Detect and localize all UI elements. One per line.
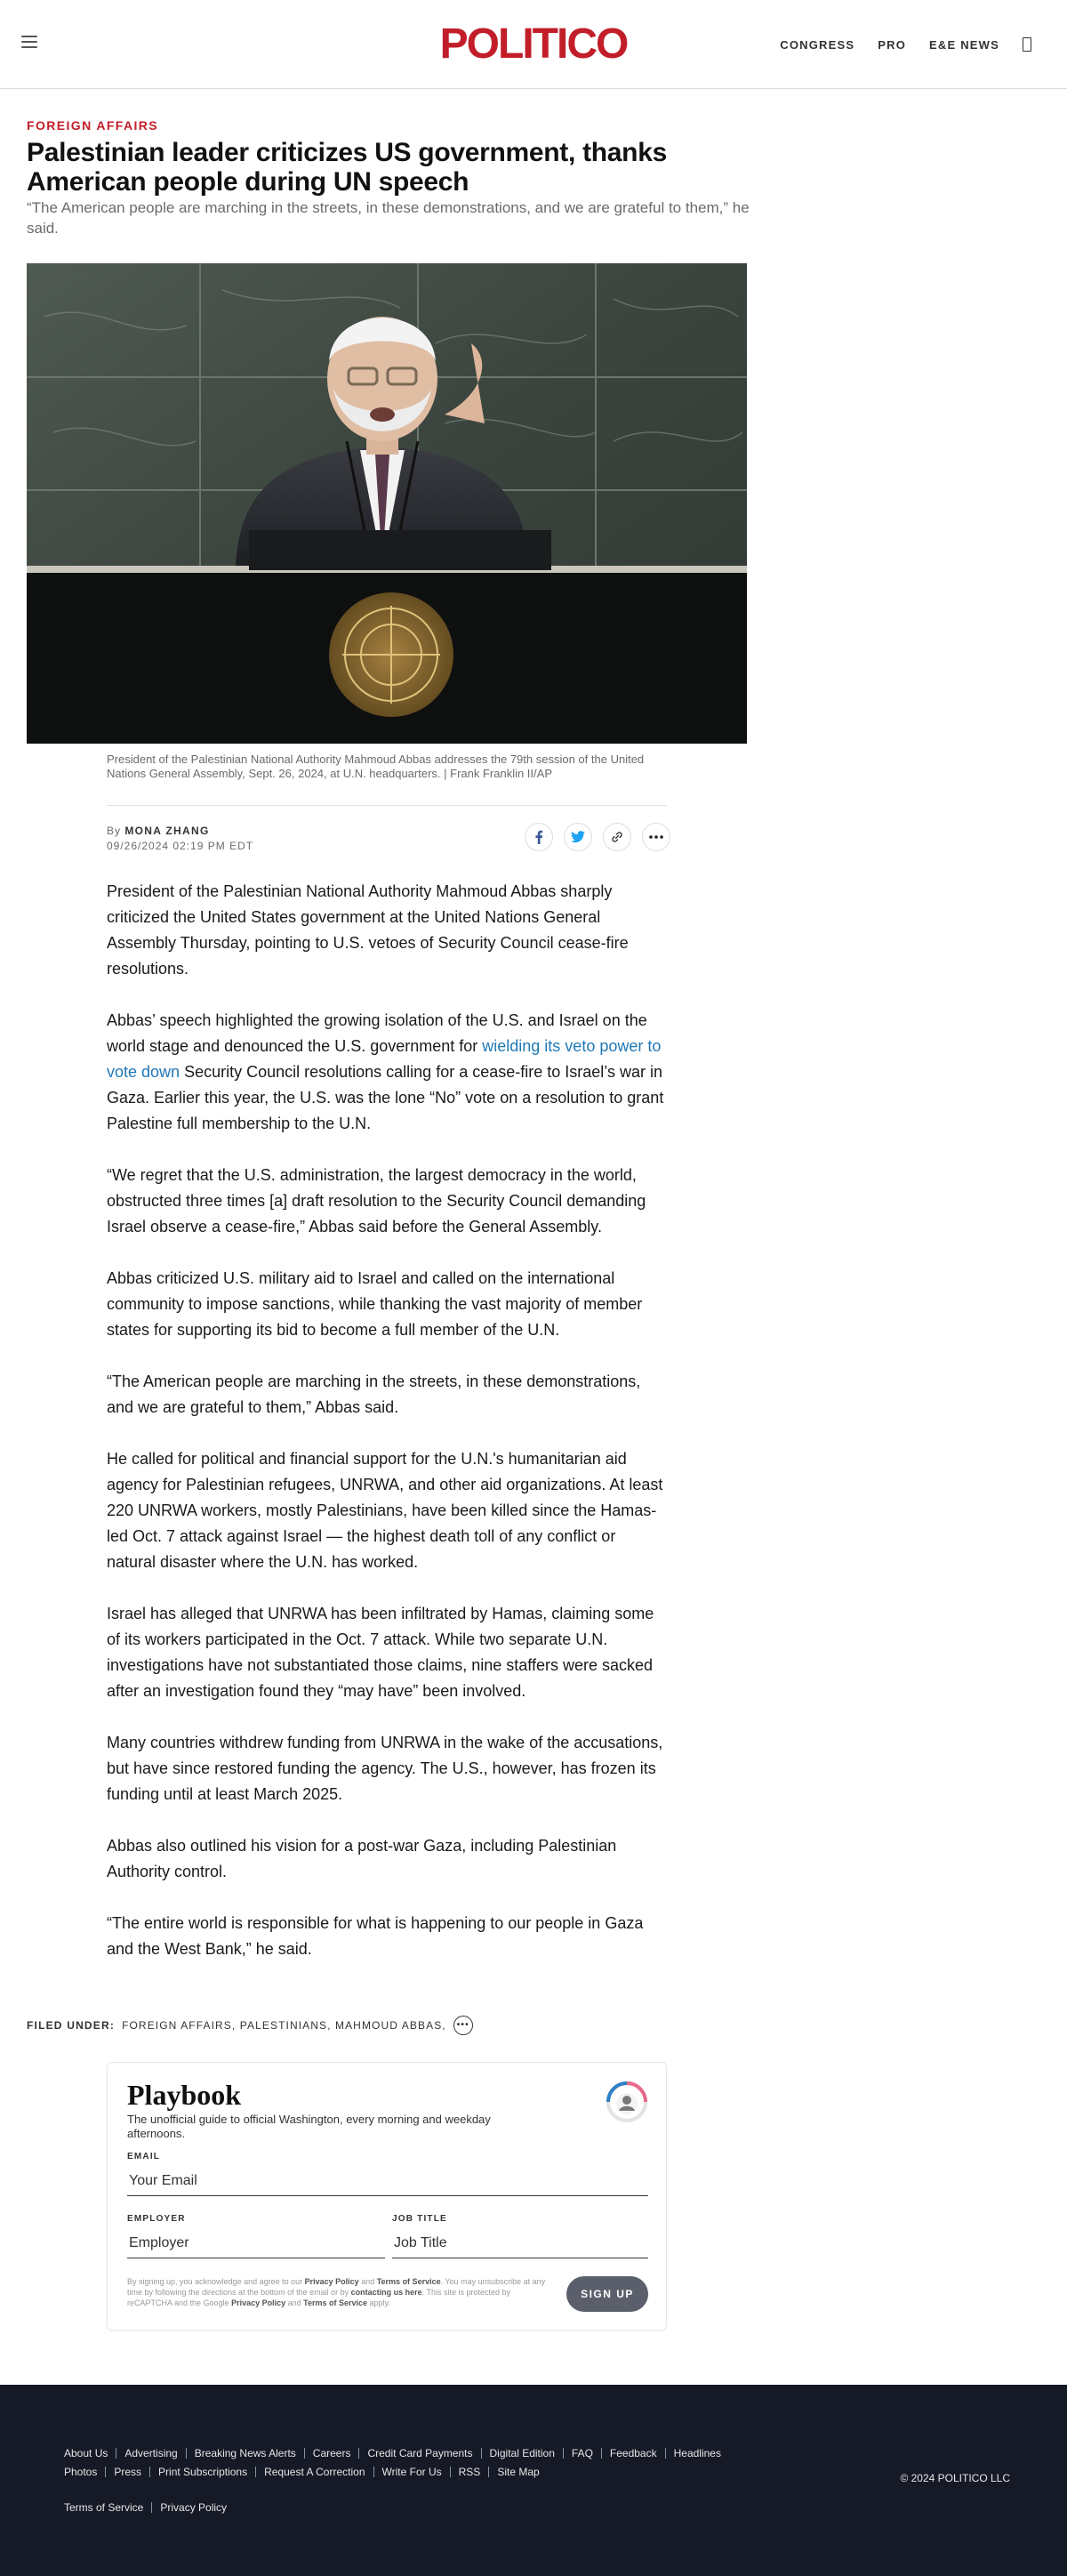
hero-image — [27, 263, 747, 744]
footer-links-row-3 — [64, 2501, 227, 2514]
paragraph: Israel has alleged that UNRWA has been infiltrated by Hamas, claiming some of its workers participated in the Oct. 7 attack. While two separate U.N. investigations have not substantiated those claims, nine staffers were sacked after an investigation found they “may have” been involved. — [107, 1605, 654, 1700]
legal-text: and — [358, 2277, 377, 2286]
separator — [358, 2448, 359, 2459]
job-title-input[interactable] — [392, 2228, 648, 2258]
divider — [107, 805, 667, 806]
publish-date: 09/26/2024 02:19 PM EDT — [107, 840, 254, 852]
byline — [107, 825, 210, 837]
legal-text: By signing up, you acknowledge and agree to our — [127, 2277, 305, 2286]
author-name[interactable]: MONA ZHANG — [124, 825, 210, 837]
separator — [481, 2448, 482, 2459]
search-icon[interactable] — [1023, 37, 1031, 52]
inline-link-veto[interactable]: wielding its veto power to vote down — [107, 1037, 662, 1081]
copyright: © 2024 POLITICO LLC — [900, 2472, 1010, 2484]
filed-under — [27, 2016, 473, 2035]
newsletter-title: Playbook — [127, 2079, 242, 2111]
employer-label: EMPLOYER — [127, 2214, 186, 2224]
article-dek: “The American people are marching in the streets, in these demonstrations, and we are grateful to them,” he said. — [27, 199, 750, 237]
paragraph: “The entire world is responsible for what is happening to our people in Gaza and the West Bank,” he said. — [107, 1914, 644, 1958]
separator — [488, 2467, 489, 2477]
employer-input[interactable] — [127, 2228, 385, 2258]
footer-links-row-1 — [64, 2447, 721, 2459]
legal-text: . This site is protected by reCAPTCHA and the Google — [127, 2288, 511, 2307]
footer-link[interactable]: Advertising — [124, 2447, 178, 2459]
copy-link-button[interactable] — [603, 823, 631, 851]
twitter-icon — [571, 831, 585, 843]
nav-pro[interactable]: PRO — [878, 37, 907, 52]
legal-text: . You may unsubscribe at any time by following the directions at the bottom of the email or by — [127, 2277, 546, 2297]
google-terms-link[interactable]: Terms of Service — [303, 2298, 368, 2307]
paragraph — [107, 1008, 667, 1137]
footer-link[interactable]: RSS — [458, 2466, 481, 2478]
footer-link[interactable]: Print Subscriptions — [158, 2466, 248, 2478]
filed-under-label: FILED UNDER: — [27, 2019, 116, 2032]
separator — [151, 2502, 152, 2513]
footer-link[interactable]: Press — [114, 2466, 142, 2478]
site-footer — [0, 2385, 1067, 2576]
site-header — [0, 0, 1067, 89]
footer-link[interactable]: Photos — [64, 2466, 98, 2478]
ellipsis-icon — [649, 835, 663, 839]
paragraph: “The American people are marching in the streets, in these demonstrations, and we are grateful to them,” Abbas said. — [107, 1373, 641, 1416]
job-title-label: JOB TITLE — [392, 2214, 447, 2224]
paragraph: President of the Palestinian National Authority Mahmoud Abbas sharply criticized the United States government at the United Nations General Assembly Thursday, pointing to U.S. vetoes of Security Council cease-fire resolutions. — [107, 882, 629, 978]
footer-link[interactable]: Request A Correction — [264, 2466, 365, 2478]
more-share-button[interactable] — [642, 823, 670, 851]
email-input[interactable] — [127, 2166, 648, 2196]
google-privacy-link[interactable]: Privacy Policy — [231, 2298, 286, 2307]
facebook-icon — [534, 830, 544, 844]
paragraph-text: Security Council resolutions calling for a cease-fire to Israel’s war in Gaza. Earlier this year, the U.S. was the lone “No” vote on a resolution to grant Palestine full membership to the U.N. — [107, 1063, 664, 1132]
separator — [255, 2467, 256, 2477]
newsletter-legal — [127, 2276, 554, 2308]
separator — [149, 2467, 150, 2477]
top-nav — [780, 37, 1031, 52]
footer-terms-link[interactable]: Terms of Service — [64, 2501, 144, 2514]
footer-link[interactable]: Write For Us — [381, 2466, 442, 2478]
site-logo-text: POLITICO — [439, 20, 628, 68]
sign-up-button[interactable]: SIGN UP — [566, 2276, 648, 2312]
separator — [665, 2448, 666, 2459]
footer-link[interactable]: Feedback — [609, 2447, 657, 2459]
playbook-badge-icon — [606, 2081, 648, 2123]
footer-link[interactable]: About Us — [64, 2447, 108, 2459]
paragraph: Abbas also outlined his vision for a post-war Gaza, including Palestinian Authority control. — [107, 1837, 617, 1880]
article-headline: Palestinian leader criticizes US government, thanks American people during UN speech — [27, 138, 667, 197]
legal-text: and — [285, 2298, 304, 2307]
footer-link[interactable]: Site Map — [497, 2466, 540, 2478]
paragraph: “We regret that the U.S. administration, the largest democracy in the world, obstructed three times [a] draft resolution to the Security Council demanding Israel observe a cease-fire,” Abbas said before the General Assembly. — [107, 1166, 646, 1236]
separator — [601, 2448, 602, 2459]
footer-link[interactable]: Credit Card Payments — [367, 2447, 473, 2459]
link-icon — [610, 830, 624, 844]
facebook-share-button[interactable] — [525, 823, 553, 851]
twitter-share-button[interactable] — [564, 823, 592, 851]
hero-caption: President of the Palestinian National Authority Mahmoud Abbas addresses the 79th session of the United Nations General Assembly, Sept. 26, 2024, at U.N. headquarters. | Frank Franklin II/AP — [107, 753, 645, 780]
privacy-policy-link[interactable]: Privacy Policy — [304, 2277, 359, 2286]
footer-link[interactable]: Headlines — [673, 2447, 721, 2459]
more-tags-icon[interactable]: ••• — [453, 2016, 473, 2035]
separator — [105, 2467, 106, 2477]
filed-under-tags[interactable]: FOREIGN AFFAIRS, PALESTINIANS, MAHMOUD ABBAS, — [122, 2019, 446, 2032]
nav-ee-news[interactable]: E&E NEWS — [929, 37, 999, 52]
footer-link[interactable]: FAQ — [571, 2447, 593, 2459]
nav-congress[interactable]: CONGRESS — [780, 37, 855, 52]
paragraph: Many countries withdrew funding from UNRWA in the wake of the accusations, but have since restored funding the agency. The U.S., however, has frozen its funding until at least March 2025. — [107, 1734, 663, 1803]
paragraph: Abbas criticized U.S. military aid to Israel and called on the international community to impose sanctions, while thanking the vast majority of member states for supporting its bid to become a full member of the U.N. — [107, 1269, 643, 1339]
footer-link[interactable]: Digital Edition — [489, 2447, 555, 2459]
footer-links-row-2 — [64, 2466, 540, 2478]
separator — [304, 2448, 305, 2459]
email-label: EMAIL — [127, 2152, 161, 2161]
separator — [450, 2467, 451, 2477]
byline-prefix: By — [107, 825, 122, 837]
paragraph-text: Abbas’ speech highlighted the growing isolation of the U.S. and Israel on the world stage and denounced the U.S. government for — [107, 1011, 647, 1055]
article-body — [107, 879, 667, 1988]
footer-privacy-link[interactable]: Privacy Policy — [160, 2501, 228, 2514]
paragraph: He called for political and financial support for the U.N.'s humanitarian aid agency for Palestinian refugees, UNRWA, and other aid organizations. At least 220 UNRWA workers, mostly Palestinians, have been killed since the Hamas-led Oct. 7 attack against Israel — the highest death toll of any conflict or natural disaster where the U.N. has worked. — [107, 1450, 663, 1571]
newsletter-signup — [107, 2062, 667, 2330]
separator — [373, 2467, 374, 2477]
hero-photo-illustration — [27, 263, 747, 744]
footer-link[interactable]: Careers — [312, 2447, 351, 2459]
contact-us-link[interactable]: contacting us here — [350, 2288, 422, 2297]
footer-link[interactable]: Breaking News Alerts — [194, 2447, 296, 2459]
separator — [186, 2448, 187, 2459]
legal-text: apply. — [367, 2298, 390, 2307]
terms-of-service-link[interactable]: Terms of Service — [376, 2277, 441, 2286]
separator — [563, 2448, 564, 2459]
newsletter-description: The unofficial guide to official Washington, every morning and weekday afternoons. — [127, 2113, 491, 2140]
share-bar — [525, 823, 670, 851]
article-category[interactable]: FOREIGN AFFAIRS — [27, 118, 159, 133]
